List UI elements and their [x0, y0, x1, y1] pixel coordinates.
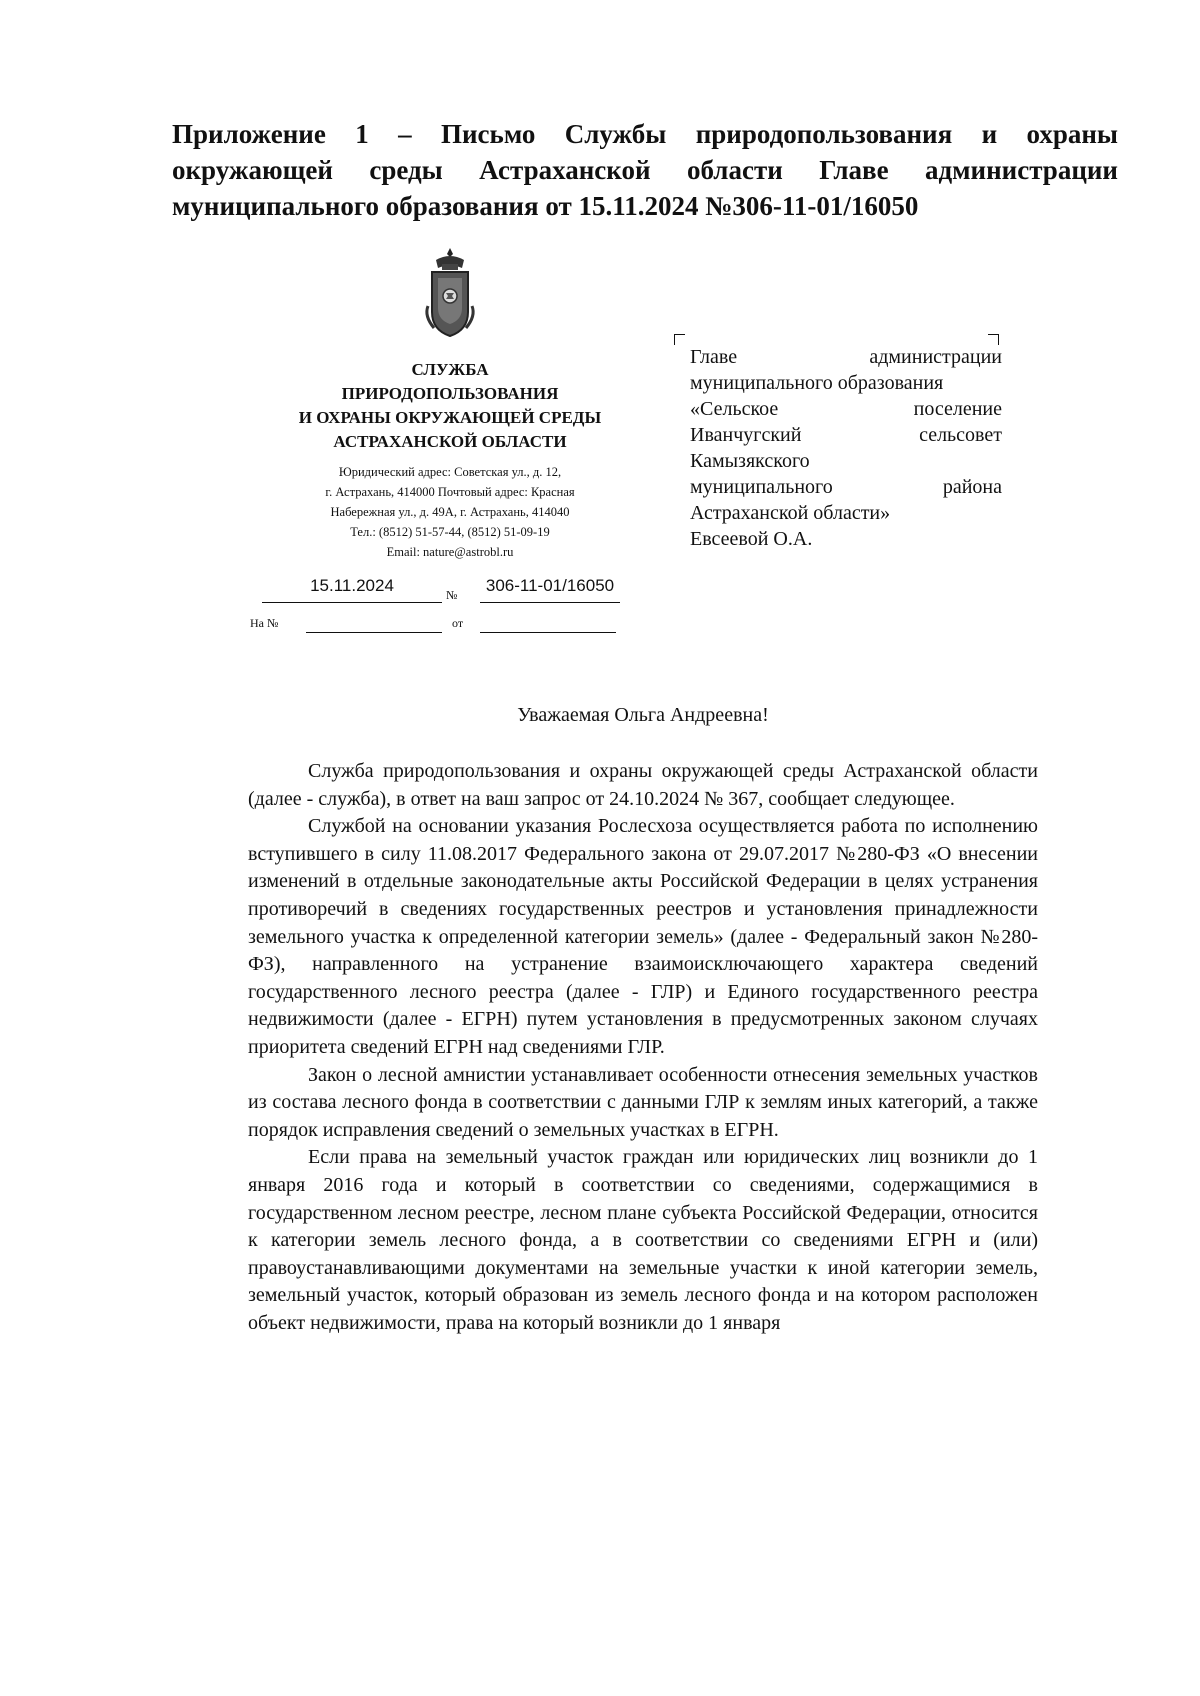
- reference-from-label: от: [452, 616, 464, 630]
- registration-date: 15.11.2024: [262, 576, 442, 603]
- address-line: Набережная ул., д. 49А, г. Астрахань, 414040: [330, 505, 570, 519]
- letter-paragraph: Если права на земельный участок граждан или юридических лиц возникли до 1 января 2016 года и который в соответствии со сведениями, содержащимися в государственном лесном реестре, лесном плане субъекта Российской Федерации, относится к категории земель лесного фонда, а в соответствии со сведениями ЕГРН и (или) правоустанавливающими документами на земельные участки к иной категории земель, земельный участок, который образован из земель лесного фонда и на котором расположен объект недвижимости, права на который возникли до 1 января: [248, 1146, 1038, 1334]
- org-name-line: ПРИРОДОПОЛЬЗОВАНИЯ: [341, 384, 559, 403]
- addressee-corner-mark: [674, 334, 685, 345]
- sender-organization-name: [250, 358, 650, 454]
- letter-paragraph: Закон о лесной амнистии устанавливает особенности отнесения земельных участков из состава лесного фонда в соответствии с данными ГЛР к землям иных категорий, а также порядок исправления сведений о земельных участках в ЕГРН.: [248, 1063, 1038, 1141]
- appendix-title: Приложение 1 – Письмо Службы природопользования и охраны окружающей среды Астраханской области Главе администрации муниципального образования от 15.11.2024 №306-11-01/16050: [172, 119, 1118, 221]
- coat-of-arms-icon: [418, 246, 482, 346]
- addressee-line: «Сельское поселение: [690, 398, 1002, 420]
- address-line: Email: nature@astrobl.ru: [386, 545, 514, 559]
- letter-paragraph: Служба природопользования и охраны окружающей среды Астраханской области (далее - служба), в ответ на ваш запрос от 24.10.2024 № 367, сообщает следующее.: [248, 760, 1038, 810]
- registration-number: 306-11-01/16050: [480, 576, 620, 603]
- org-name-line: И ОХРАНЫ ОКРУЖАЮЩЕЙ СРЕДЫ: [298, 408, 602, 427]
- addressee-line: Евсеевой О.А.: [690, 528, 813, 550]
- addressee-line: муниципального образования: [690, 372, 944, 394]
- addressee-line: Астраханской области»: [690, 502, 891, 524]
- sender-address-block: [260, 462, 640, 562]
- address-line: Тел.: (8512) 51-57-44, (8512) 51-09-19: [350, 525, 550, 539]
- reference-number-line: [306, 632, 442, 633]
- salutation: Уважаемая Ольга Андреевна!: [517, 704, 769, 726]
- addressee-line: Главе администрации: [690, 346, 1002, 368]
- org-name-line: СЛУЖБА: [411, 360, 489, 379]
- letter-body: [248, 758, 1038, 1337]
- addressee-line: Иванчугский сельсовет: [690, 424, 1002, 446]
- addressee-line: муниципального района: [690, 476, 1002, 498]
- org-name-line: АСТРАХАНСКОЙ ОБЛАСТИ: [333, 432, 567, 451]
- address-line: Юридический адрес: Советская ул., д. 12,: [338, 465, 562, 479]
- addressee-block: [690, 344, 1002, 552]
- reference-date-line: [480, 632, 616, 633]
- reference-label: На №: [250, 616, 279, 630]
- letter-paragraph: Службой на основании указания Рослесхоза осуществляется работа по исполнению вступившего в силу 11.08.2017 Федерального закона от 29.07.2017 №280-ФЗ «О внесении изменений в отдельные законодательные акты Российской Федерации в целях устранения противоречий в сведениях государственных реестров и установления принадлежности земельного участка к определенной категории земель» (далее - Федеральный закон №280-ФЗ), направленного на устранение взаимоисключающего характера сведений государственного лесного реестра (далее - ГЛР) и Единого государственного реестра недвижимости (далее - ЕГРН) путем установления в предусмотренных законом случаях приоритета сведений ЕГРН над сведениями ГЛР.: [248, 815, 1038, 1058]
- addressee-line: Камызякского: [690, 450, 810, 472]
- address-line: г. Астрахань, 414000 Почтовый адрес: Красная: [325, 485, 575, 499]
- registration-number-sign: №: [446, 588, 458, 602]
